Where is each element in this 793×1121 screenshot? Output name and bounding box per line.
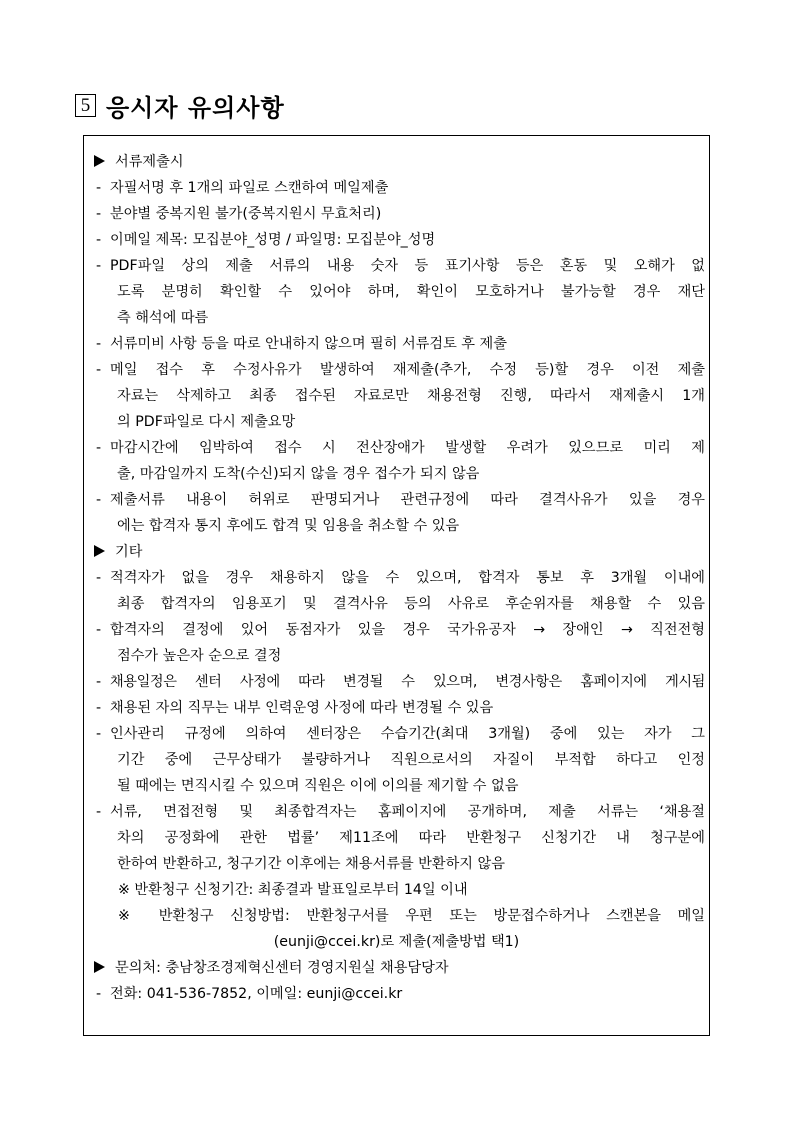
dash-bullet: - [96, 674, 102, 690]
group-heading-contact [84, 955, 709, 981]
item-text: 합격자의 결정에 있어 동점자가 있을 경우 국가유공자 → 장애인 → 직전전형 [110, 622, 705, 638]
section-number-box: 5 [75, 94, 96, 117]
item-text: 될 때에는 면직시킬 수 있으며 직원은 이에 이의를 제기할 수 없음 [117, 778, 519, 794]
item-text: 점수가 높은자 순으로 결정 [117, 648, 282, 664]
note-text: ※ 반환청구 신청방법: 반환청구서를 우편 또는 방문접수하거나 스캔본을 메일 [118, 908, 705, 924]
list-item [84, 227, 709, 253]
list-item-continuation [84, 825, 709, 851]
dash-bullet: - [96, 206, 102, 222]
dash-bullet: - [96, 232, 102, 248]
note-return-method-continuation [84, 929, 709, 955]
triangle-right-icon [94, 545, 105, 557]
item-text: 제출서류 내용이 허위로 판명되거나 관련규정에 따라 결격사유가 있을 경우 [110, 492, 705, 508]
heading-text: 서류제출시 [115, 154, 184, 170]
list-item [84, 565, 709, 591]
section-title [75, 88, 285, 122]
list-item [84, 435, 709, 461]
section-title-text: 응시자 유의사항 [106, 93, 285, 122]
list-item-continuation [84, 773, 709, 799]
item-text: 에는 합격자 통지 후에도 합격 및 임용을 취소할 수 있음 [117, 518, 460, 534]
dash-bullet: - [96, 492, 102, 508]
item-text: 분야별 중복지원 불가(중복지원시 무효처리) [110, 206, 382, 222]
notice-box [83, 135, 710, 1036]
item-text: 서류, 면접전형 및 최종합격자는 홈페이지에 공개하며, 제출 서류는 ‘채용절 [110, 804, 705, 820]
item-text: 출, 마감일까지 도착(수신)되지 않을 경우 접수가 되지 않음 [117, 466, 480, 482]
dash-bullet: - [96, 986, 102, 1002]
list-item-continuation [84, 383, 709, 409]
dash-bullet: - [96, 180, 102, 196]
note-text: (eunji@ccei.kr)로 제출(제출방법 택1) [273, 934, 520, 950]
list-item [84, 617, 709, 643]
dash-bullet: - [96, 440, 102, 456]
item-text: 메일 접수 후 수정사유가 발생하여 재제출(추가, 수정 등)할 경우 이전 제출 [110, 362, 705, 378]
dash-bullet: - [96, 336, 102, 352]
list-item-continuation [84, 851, 709, 877]
item-text: 의 PDF파일로 다시 제출요망 [117, 414, 296, 430]
list-item [84, 799, 709, 825]
item-text: 최종 합격자의 임용포기 및 결격사유 등의 사유로 후순위자를 채용할 수 있음 [117, 596, 705, 612]
list-item [84, 253, 709, 279]
dash-bullet: - [96, 570, 102, 586]
note-text: ※ 반환청구 신청기간: 최종결과 발표일로부터 14일 이내 [118, 882, 468, 898]
list-item [84, 175, 709, 201]
item-text: 측 해석에 따름 [117, 310, 209, 326]
list-item [84, 695, 709, 721]
list-item-continuation [84, 409, 709, 435]
group-heading-document-submission [84, 149, 709, 175]
group-heading-other [84, 539, 709, 565]
item-text: 적격자가 없을 경우 채용하지 않을 수 있으며, 합격자 통보 후 3개월 이내에 [110, 570, 705, 586]
list-item-continuation [84, 643, 709, 669]
note-return-method [84, 903, 709, 929]
list-item [84, 331, 709, 357]
list-item [84, 357, 709, 383]
item-text: 인사관리 규정에 의하여 센터장은 수습기간(최대 3개월) 중에 있는 자가 그 [110, 726, 705, 742]
dash-bullet: - [96, 726, 102, 742]
list-item-continuation [84, 513, 709, 539]
dash-bullet: - [96, 700, 102, 716]
dash-bullet: - [96, 258, 102, 274]
item-text: 자료는 삭제하고 최종 접수된 자료로만 채용전형 진행, 따라서 재제출시 1개 [117, 388, 705, 404]
list-item-continuation [84, 279, 709, 305]
item-text: 기간 중에 근무상태가 불량하거나 직원으로서의 자질이 부적합 하다고 인정 [117, 752, 705, 768]
item-text: 이메일 제목: 모집분야_성명 / 파일명: 모집분야_성명 [110, 232, 436, 248]
list-item [84, 669, 709, 695]
list-item-contact [84, 981, 709, 1007]
note-return-period [84, 877, 709, 903]
triangle-right-icon [94, 961, 105, 973]
dash-bullet: - [96, 362, 102, 378]
list-item-continuation [84, 747, 709, 773]
triangle-right-icon [94, 155, 105, 167]
item-text: 서류미비 사항 등을 따로 안내하지 않으며 필히 서류검토 후 제출 [110, 336, 507, 352]
item-text: 차의 공정화에 관한 법률’ 제11조에 따라 반환청구 신청기간 내 청구분에 [117, 830, 705, 846]
list-item [84, 487, 709, 513]
item-text: 채용된 자의 직무는 내부 인력운영 사정에 따라 변경될 수 있음 [110, 700, 494, 716]
item-text: 도록 분명히 확인할 수 있어야 하며, 확인이 모호하거나 불가능할 경우 재단 [117, 284, 705, 300]
item-text: 한하여 반환하고, 청구기간 이후에는 채용서류를 반환하지 않음 [117, 856, 505, 872]
contact-text: 전화: 041-536-7852, 이메일: eunji@ccei.kr [110, 986, 403, 1002]
item-text: 채용일정은 센터 사정에 따라 변경될 수 있으며, 변경사항은 홈페이지에 게시됨 [110, 674, 705, 690]
list-item [84, 721, 709, 747]
list-item [84, 201, 709, 227]
item-text: PDF파일 상의 제출 서류의 내용 숫자 등 표기사항 등은 혼동 및 오해가 없 [110, 258, 705, 274]
list-item-continuation [84, 461, 709, 487]
heading-text: 기타 [115, 544, 143, 560]
dash-bullet: - [96, 804, 102, 820]
list-item-continuation [84, 305, 709, 331]
heading-text: 문의처: 충남창조경제혁신센터 경영지원실 채용담당자 [115, 960, 449, 976]
list-item-continuation [84, 591, 709, 617]
item-text: 마감시간에 임박하여 접수 시 전산장애가 발생할 우려가 있으므로 미리 제 [110, 440, 705, 456]
dash-bullet: - [96, 622, 102, 638]
notice-lines [84, 149, 709, 1007]
item-text: 자필서명 후 1개의 파일로 스캔하여 메일제출 [110, 180, 389, 196]
